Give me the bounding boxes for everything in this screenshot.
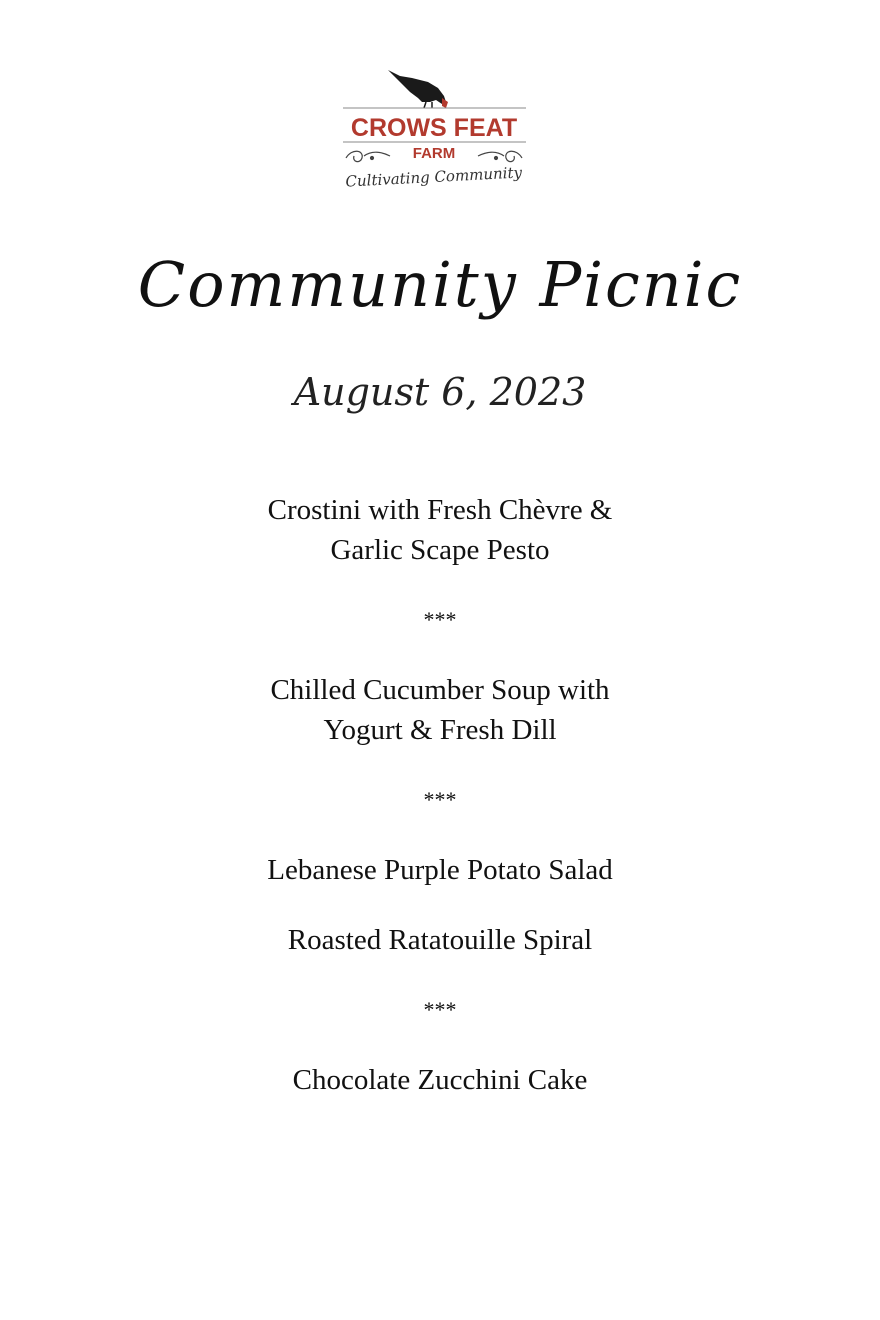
- course-separator: ***: [423, 787, 457, 812]
- brand-name: CROWS FEAT: [350, 114, 518, 142]
- brand-tagline: Cultivating Community: [345, 163, 523, 191]
- flourish-right-icon: [478, 151, 522, 161]
- crow-icon: [388, 70, 448, 108]
- menu-item-line: Crostini with Fresh Chèvre &: [267, 494, 613, 526]
- menu-list: [0, 490, 880, 1100]
- menu-item: Roasted Ratatouille Spiral: [287, 924, 593, 956]
- menu-course-appetizer: [0, 490, 880, 570]
- menu-item-line: Garlic Scape Pesto: [330, 534, 550, 566]
- course-separator: ***: [423, 997, 457, 1022]
- event-date: August 6, 2023: [293, 370, 587, 414]
- logo-graphic: [338, 62, 538, 197]
- menu-course-dessert: [0, 1060, 880, 1100]
- brand-subtitle: FARM: [412, 145, 456, 162]
- menu-course-soup: [0, 670, 880, 750]
- menu-item: Lebanese Purple Potato Salad: [267, 854, 613, 886]
- menu-item-line: Yogurt & Fresh Dill: [323, 714, 557, 746]
- menu-course-mains: [0, 850, 880, 960]
- page-title: Community Picnic: [137, 248, 743, 321]
- menu-item: Chocolate Zucchini Cake: [292, 1064, 588, 1096]
- course-separator: ***: [423, 607, 457, 632]
- farm-logo: [338, 62, 538, 197]
- flourish-left-icon: [346, 151, 390, 161]
- menu-item-line: Chilled Cucumber Soup with: [270, 674, 610, 706]
